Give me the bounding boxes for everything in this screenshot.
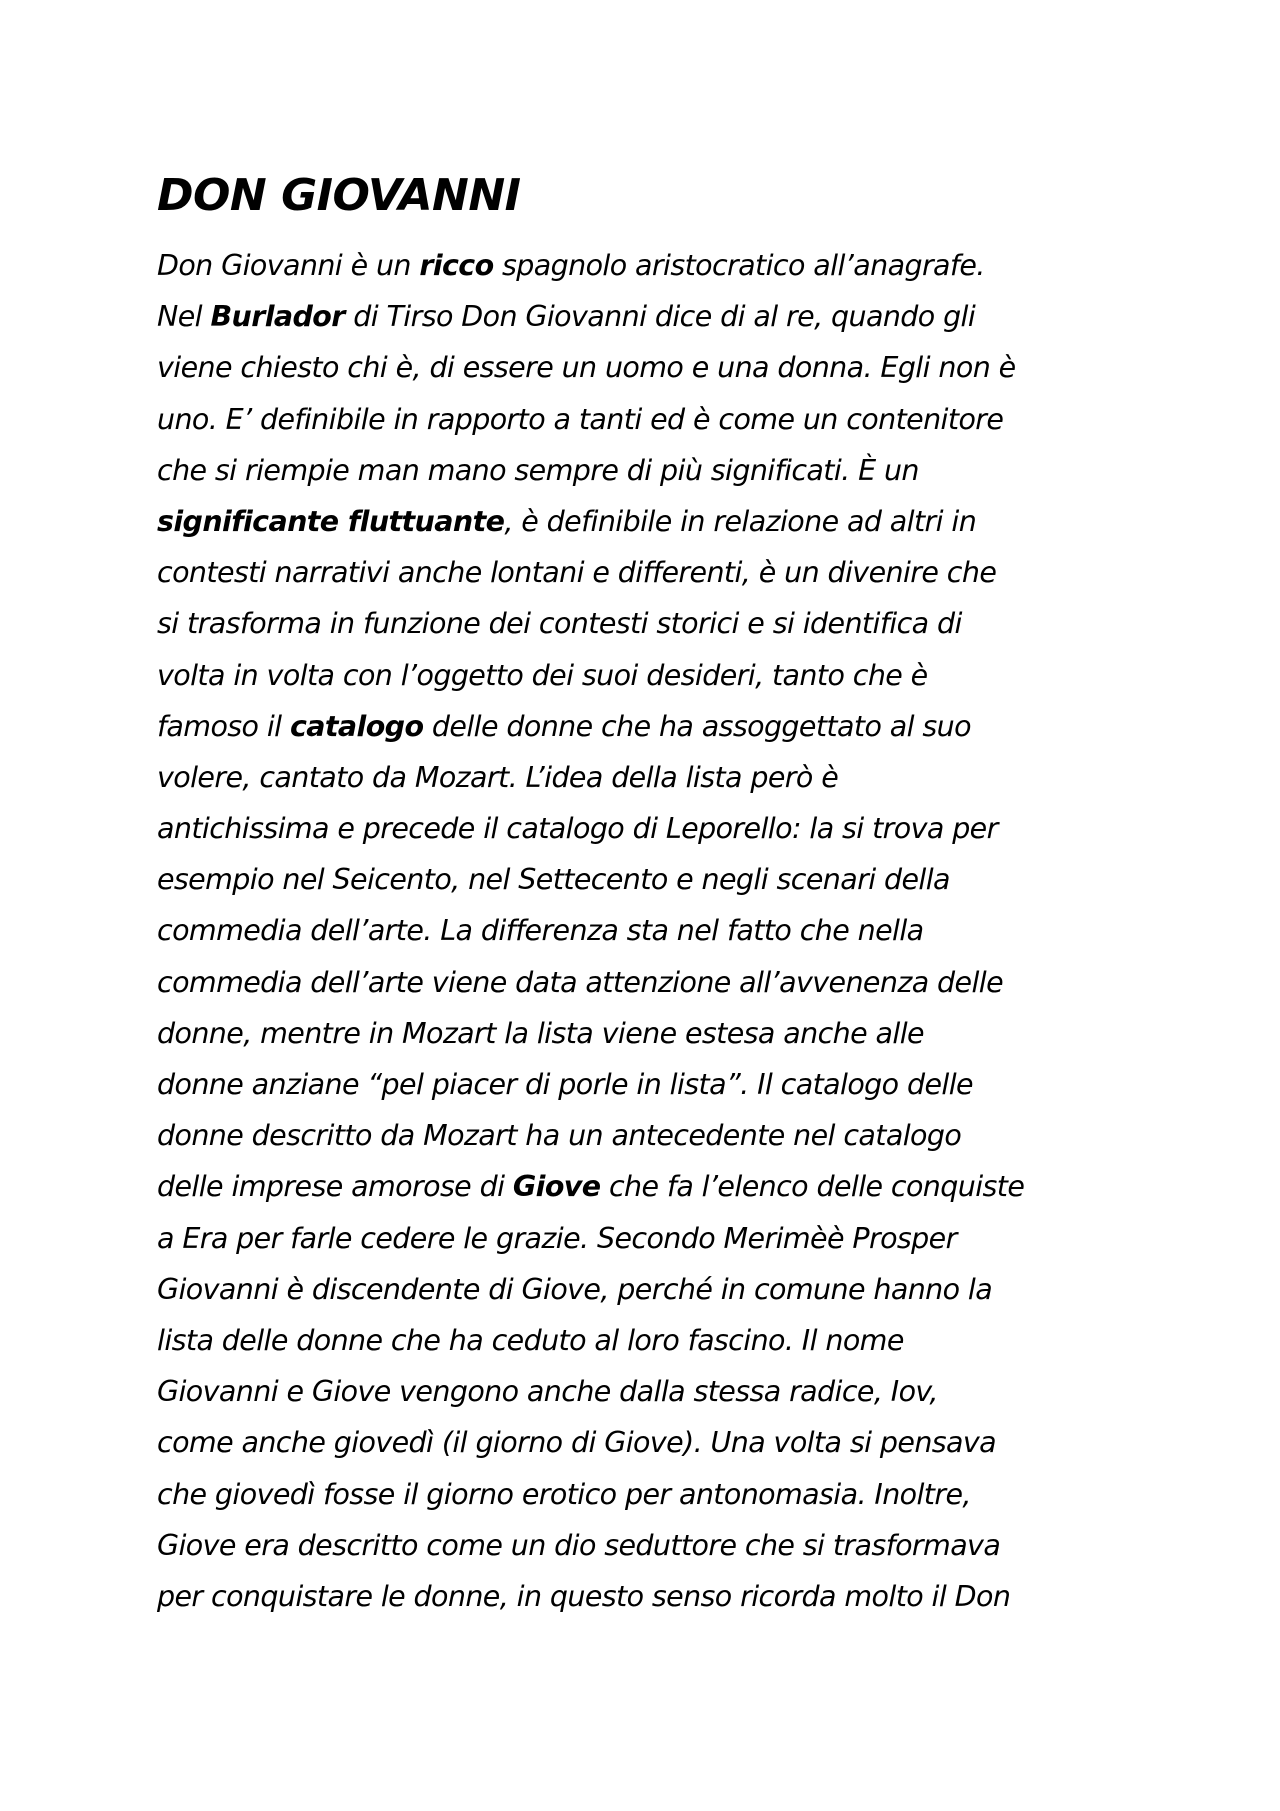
emphasized-term: significante fluttuante <box>157 504 505 538</box>
text-run: che si riempie man mano sempre di più significati. È un <box>157 453 919 487</box>
text-line <box>157 650 1024 701</box>
text-line <box>157 547 1024 598</box>
text-run: donne anziane “pel piacer di porle in lista”. Il catalogo delle <box>157 1068 973 1101</box>
text-run: volta in volta con l’oggetto dei suoi desideri, tanto che è <box>157 658 928 692</box>
text-run: Giovanni e Giove vengono anche dalla stessa radice, Iov, <box>157 1375 938 1409</box>
text-line <box>157 1008 1024 1059</box>
text-line <box>157 957 1024 1008</box>
text-line <box>157 1213 1024 1264</box>
text-run: Don Giovanni è un <box>157 249 420 282</box>
text-run: Nel <box>157 300 211 334</box>
emphasized-term: Burlador <box>210 300 345 334</box>
emphasized-term: Giove <box>512 1170 601 1204</box>
emphasized-term: ricco <box>419 249 494 282</box>
text-run: che giovedì fosse il giorno erotico per antonomasia. Inoltre, <box>157 1477 971 1511</box>
text-line <box>157 394 1024 445</box>
text-run: commedia dell’arte viene data attenzione all’avvenenza delle <box>157 965 1004 999</box>
text-line <box>157 1264 1024 1315</box>
text-run: viene chiesto chi è, di essere un uomo e una donna. Egli non è <box>157 351 1016 385</box>
text-line <box>157 1110 1024 1161</box>
text-line <box>157 905 1024 956</box>
text-line <box>157 854 1024 905</box>
text-line <box>157 1315 1024 1366</box>
text-run: delle imprese amorose di <box>157 1170 513 1204</box>
text-run: Giovanni è discendente di Giove, perché in comune hanno la <box>157 1272 993 1306</box>
text-line <box>157 240 1024 291</box>
text-line <box>157 598 1024 649</box>
text-line <box>157 445 1024 496</box>
text-line <box>157 291 1024 342</box>
text-run: contesti narrativi anche lontani e differenti, è un divenire che <box>157 556 997 590</box>
text-run: per conquistare le donne, in questo senso ricorda molto il Don <box>157 1579 1011 1613</box>
text-line <box>157 701 1024 752</box>
document-title: DON GIOVANNI <box>157 170 521 221</box>
emphasized-term: catalogo <box>289 709 424 743</box>
text-run: volere, cantato da Mozart. L’idea della lista però è <box>157 760 839 794</box>
text-line <box>157 1366 1024 1417</box>
text-run: Giove era descritto come un dio seduttore che si trasformava <box>157 1528 1001 1562</box>
text-run: che fa l’elenco delle conquiste <box>600 1170 1025 1204</box>
text-run: famoso il <box>157 709 290 743</box>
text-line <box>157 1059 1024 1110</box>
text-run: commedia dell’arte. La differenza sta nel fatto che nella <box>157 914 924 948</box>
text-line <box>157 1520 1024 1571</box>
body-paragraph <box>157 240 1024 1622</box>
text-run: esempio nel Seicento, nel Settecento e negli scenari della <box>157 863 950 897</box>
text-run: antichissima e precede il catalogo di Leporello: la si trova per <box>157 812 998 846</box>
text-run: uno. E’ definibile in rapporto a tanti ed è come un contenitore <box>157 402 1004 436</box>
text-line <box>157 1417 1024 1468</box>
text-line <box>157 752 1024 803</box>
text-line <box>157 1469 1024 1520</box>
text-run: delle donne che ha assoggettato al suo <box>423 709 971 743</box>
text-run: lista delle donne che ha ceduto al loro fascino. Il nome <box>157 1323 904 1357</box>
text-line <box>157 496 1024 547</box>
text-line <box>157 342 1024 393</box>
text-run: spagnolo aristocratico all’anagrafe. <box>493 249 985 282</box>
text-line <box>157 803 1024 854</box>
text-line <box>157 1571 1024 1622</box>
text-run: come anche giovedì (il giorno di Giove). Una volta si pensava <box>157 1426 997 1460</box>
text-run: a Era per farle cedere le grazie. Secondo Merimèè Prosper <box>157 1221 957 1255</box>
text-run: donne, mentre in Mozart la lista viene estesa anche alle <box>157 1016 924 1050</box>
text-run: di Tirso Don Giovanni dice di al re, quando gli <box>344 300 976 334</box>
text-run: si trasforma in funzione dei contesti storici e si identifica di <box>157 607 962 641</box>
text-line <box>157 1161 1024 1212</box>
text-run: , è definibile in relazione ad altri in <box>504 504 977 538</box>
text-run: donne descritto da Mozart ha un antecedente nel catalogo <box>157 1119 962 1153</box>
